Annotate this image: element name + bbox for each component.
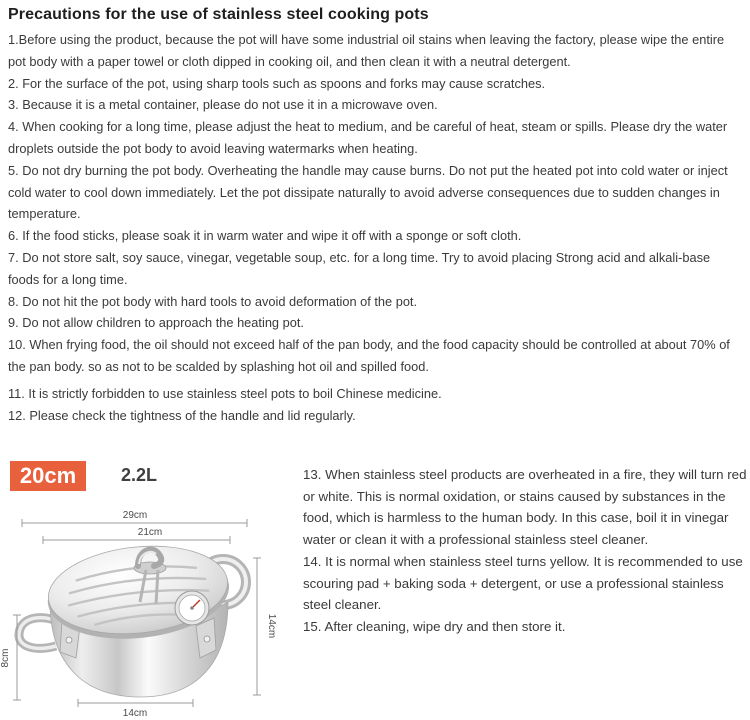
total-height-dimension bbox=[253, 558, 261, 695]
precaution-item-11: 11. It is strictly forbidden to use stainless steel pots to boil Chinese medicine. bbox=[8, 385, 442, 401]
capacity-label: 2.2L bbox=[121, 465, 158, 485]
precaution-item-9: 9. Do not allow children to approach the heating pot. bbox=[8, 315, 304, 331]
precaution-item-12: 12. Please check the tightness of the handle and lid regularly. bbox=[8, 407, 356, 423]
care-note-14: 14. It is normal when stainless steel turns yellow. It is recommended to use scouring pad + baking soda + detergent, or use a professional stainless steel cleaner. bbox=[303, 553, 743, 613]
precautions-list bbox=[0, 29, 750, 426]
care-note-15: 15. After cleaning, wipe dry and then store it. bbox=[303, 618, 566, 634]
base-width-dimension bbox=[78, 699, 193, 707]
body-height-label: 8cm bbox=[0, 648, 11, 668]
precaution-item-3: 3. Because it is a metal container, please do not use it in a microwave oven. bbox=[8, 97, 438, 113]
precaution-item-8: 8. Do not hit the pot body with hard tools to avoid deformation of the pot. bbox=[8, 293, 418, 309]
rivet-left bbox=[66, 637, 72, 643]
precaution-item-4: 4. When cooking for a long time, please adjust the heat to medium, and be careful of heat, steam or spills. Please dry the water droplets outside the pot body to avoid leaving watermarks when heating. bbox=[8, 119, 728, 156]
pot-illustration bbox=[19, 538, 246, 697]
precaution-item-2: 2. For the surface of the pot, using sharp tools such as spoons and forks may cause scratches. bbox=[8, 75, 546, 91]
precaution-item-1: 1.Before using the product, because the pot will have some industrial oil stains when leaving the factory, please wipe the entire pot body with a paper towel or cloth dipped in cooking oil, and then clean it with a neutral detergent. bbox=[8, 32, 725, 69]
care-note-13: 13. When stainless steel products are overheated in a fire, they will turn red or white. This is normal oxidation, or stains caused by substances in the food, which is harmless to the human body. In this case, boil it in vinegar water or clean it with a professional stainless steel cleaner. bbox=[303, 467, 747, 548]
pot-dimension-diagram bbox=[0, 504, 300, 720]
precaution-item-5: 5. Do not dry burning the pot body. Overheating the handle may cause burns. Do not put the heated pot into cold water or inject cold water to cool down immediately. Let the pot dissipate naturally to avoid adverse consequences due to sudden changes in temperature. bbox=[8, 162, 728, 222]
rivet-right bbox=[204, 636, 210, 642]
base-width-label: 14cm bbox=[122, 708, 148, 719]
precaution-item-6: 6. If the food sticks, please soak it in warm water and wipe it off with a sponge or soft cloth. bbox=[8, 228, 522, 244]
page-title: Precautions for the use of stainless steel cooking pots bbox=[8, 6, 429, 23]
thermometer-gauge bbox=[175, 591, 209, 625]
precaution-item-7: 7. Do not store salt, soy sauce, vinegar, vegetable soup, etc. for a long time. Try to avoid placing Strong acid and alkali-base foods for a long time. bbox=[8, 249, 711, 287]
lid-width-dimension bbox=[43, 536, 230, 544]
size-badge: 20cm bbox=[10, 461, 86, 491]
precaution-item-10: 10. When frying food, the oil should not exceed half of the pan body, and the food capacity should be controlled at about 70% of the pan body. so as not to be scalded by splashing hot oil and spilled food. bbox=[8, 337, 730, 374]
care-notes-list bbox=[303, 464, 747, 638]
total-height-label: 14cm bbox=[266, 613, 277, 639]
product-spec-section bbox=[0, 452, 750, 720]
lid-width-label: 21cm bbox=[137, 527, 163, 538]
outer-width-label: 29cm bbox=[122, 510, 148, 521]
